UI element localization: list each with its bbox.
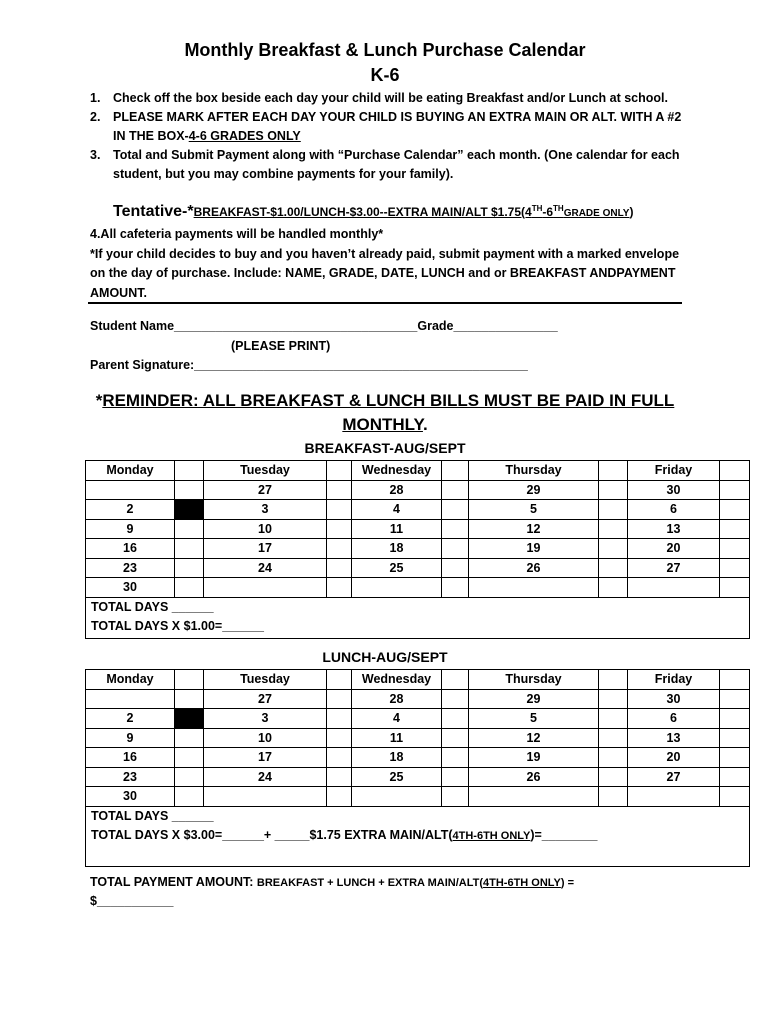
lunch-header-spacer xyxy=(720,670,750,690)
payment-notes xyxy=(90,225,690,303)
breakfast-date-friday xyxy=(628,578,720,598)
price-sup: TH xyxy=(553,204,564,213)
breakfast-checkbox[interactable] xyxy=(720,539,750,559)
breakfast-week-row xyxy=(86,539,750,559)
lunch-week-row xyxy=(86,787,750,807)
breakfast-header-spacer xyxy=(442,461,469,481)
instruction-number: 1. xyxy=(90,91,101,105)
lunch-week-row xyxy=(86,767,750,787)
lunch-checkbox[interactable] xyxy=(720,787,750,807)
price-sup: TH xyxy=(531,204,543,213)
lunch-checkbox[interactable] xyxy=(175,767,204,787)
breakfast-checkbox[interactable] xyxy=(175,558,204,578)
lunch-checkbox[interactable] xyxy=(599,767,628,787)
lunch-blocked-checkbox xyxy=(175,709,204,729)
breakfast-date-thursday: 26 xyxy=(469,558,599,578)
breakfast-date-friday: 30 xyxy=(628,480,720,500)
breakfast-header-spacer xyxy=(599,461,628,481)
breakfast-blocked-checkbox xyxy=(175,500,204,520)
breakfast-date-thursday: 19 xyxy=(469,539,599,559)
lunch-date-friday: 20 xyxy=(628,748,720,768)
price-mid: -6 xyxy=(542,205,554,219)
lunch-checkbox[interactable] xyxy=(327,709,352,729)
breakfast-date-monday: 23 xyxy=(86,558,175,578)
lunch-checkbox[interactable] xyxy=(599,728,628,748)
tentative-prices xyxy=(113,203,633,221)
breakfast-checkbox[interactable] xyxy=(599,539,628,559)
lunch-checkbox[interactable] xyxy=(599,748,628,768)
payment-detail: BREAKFAST + LUNCH + EXTRA MAIN/ALT( xyxy=(256,877,484,889)
lunch-date-tuesday: 3 xyxy=(204,709,327,729)
lunch-header-spacer xyxy=(442,670,469,690)
price-text: BREAKFAST-$1.00/LUNCH-$3.00--EXTRA MAIN/ALT $1.75(4 xyxy=(193,205,532,219)
instruction-text: PLEASE MARK AFTER EACH DAY YOUR CHILD IS BUYING AN EXTRA MAIN OR ALT. WITH A #2 IN THE BOX- xyxy=(113,110,682,143)
payment-label: TOTAL PAYMENT AMOUNT: xyxy=(90,875,257,889)
breakfast-date-monday: 30 xyxy=(86,578,175,598)
breakfast-checkbox[interactable] xyxy=(175,519,204,539)
lunch-checkbox[interactable] xyxy=(720,767,750,787)
breakfast-date-friday: 27 xyxy=(628,558,720,578)
breakfast-date-tuesday xyxy=(204,578,327,598)
lunch-date-monday: 23 xyxy=(86,767,175,787)
lunch-checkbox[interactable] xyxy=(442,767,469,787)
payment-amount-field[interactable]: $___________ xyxy=(90,894,174,908)
lunch-date-thursday xyxy=(469,787,599,807)
lunch-date-thursday: 26 xyxy=(469,767,599,787)
lunch-header-spacer xyxy=(175,670,204,690)
note-monthly: 4.All cafeteria payments will be handled monthly* xyxy=(90,227,384,241)
breakfast-header-thursday: Thursday xyxy=(469,461,599,481)
lunch-checkbox[interactable] xyxy=(442,689,469,709)
breakfast-total-days-field[interactable]: TOTAL DAYS ______ xyxy=(91,599,214,614)
breakfast-date-thursday: 12 xyxy=(469,519,599,539)
lunch-date-tuesday xyxy=(204,787,327,807)
lunch-header-spacer xyxy=(327,670,352,690)
lunch-checkbox[interactable] xyxy=(720,728,750,748)
breakfast-header-monday: Monday xyxy=(86,461,175,481)
breakfast-header-row xyxy=(86,461,750,481)
lunch-checkbox[interactable] xyxy=(599,689,628,709)
payment-detail-underlined: 4TH-6TH ONLY xyxy=(483,877,561,889)
breakfast-date-tuesday: 24 xyxy=(204,558,327,578)
price-close: ) xyxy=(629,205,634,219)
lunch-header-spacer xyxy=(599,670,628,690)
lunch-date-thursday: 29 xyxy=(469,689,599,709)
breakfast-checkbox[interactable] xyxy=(442,578,469,598)
tentative-label: Tentative-* xyxy=(113,203,194,220)
breakfast-checkbox[interactable] xyxy=(442,539,469,559)
section-divider xyxy=(88,302,682,304)
breakfast-date-thursday: 29 xyxy=(469,480,599,500)
lunch-date-wednesday: 18 xyxy=(352,748,442,768)
breakfast-date-monday: 16 xyxy=(86,539,175,559)
breakfast-checkbox[interactable] xyxy=(720,578,750,598)
payment-detail-end: ) = xyxy=(560,877,575,889)
reminder-text: REMINDER: ALL BREAKFAST & LUNCH BILLS MUST BE PAID IN FULL MONTHLY xyxy=(102,391,675,434)
price-end: GRADE ONLY xyxy=(563,208,630,219)
lunch-checkbox[interactable] xyxy=(175,728,204,748)
breakfast-week-row xyxy=(86,578,750,598)
lunch-caption: LUNCH-AUG/SEPT xyxy=(322,649,448,665)
lunch-checkbox[interactable] xyxy=(175,748,204,768)
lunch-date-friday: 27 xyxy=(628,767,720,787)
breakfast-week-row xyxy=(86,480,750,500)
lunch-checkbox[interactable] xyxy=(442,787,469,807)
lunch-checkbox[interactable] xyxy=(327,689,352,709)
lunch-date-tuesday: 27 xyxy=(204,689,327,709)
please-print-note: (PLEASE PRINT) xyxy=(231,339,331,353)
breakfast-checkbox[interactable] xyxy=(327,578,352,598)
breakfast-checkbox[interactable] xyxy=(599,578,628,598)
breakfast-week-row xyxy=(86,558,750,578)
breakfast-week-row xyxy=(86,500,750,520)
tentative-price-list xyxy=(194,205,630,219)
lunch-header-tuesday: Tuesday xyxy=(204,670,327,690)
breakfast-date-tuesday: 10 xyxy=(204,519,327,539)
breakfast-checkbox[interactable] xyxy=(720,480,750,500)
instruction-text: Total and Submit Payment along with “Purchase Calendar” each month. (One calendar for each student, but you may combine payments for your family). xyxy=(113,148,680,181)
lunch-total-days-field[interactable]: TOTAL DAYS ______ xyxy=(91,808,214,823)
lunch-header-friday: Friday xyxy=(628,670,720,690)
lunch-date-wednesday: 28 xyxy=(352,689,442,709)
breakfast-header-friday: Friday xyxy=(628,461,720,481)
lunch-checkbox[interactable] xyxy=(327,787,352,807)
lunch-header-monday: Monday xyxy=(86,670,175,690)
lunch-checkbox[interactable] xyxy=(327,748,352,768)
breakfast-date-friday: 6 xyxy=(628,500,720,520)
breakfast-checkbox[interactable] xyxy=(327,480,352,500)
instruction-number: 2. xyxy=(90,110,101,124)
instruction-item xyxy=(90,146,690,184)
breakfast-date-tuesday: 17 xyxy=(204,539,327,559)
lunch-checkbox[interactable] xyxy=(327,728,352,748)
lunch-checkbox[interactable] xyxy=(442,728,469,748)
lunch-header-row xyxy=(86,670,750,690)
note-envelope: *If your child decides to buy and you haven’t already paid, submit payment with a marked envelope on the day of purchase. Include: NAME, GRADE, DATE, LUNCH and or BREAKFAST ANDPAYMENT AMOUNT. xyxy=(90,246,680,300)
breakfast-totals-row xyxy=(86,597,750,638)
lunch-date-wednesday: 25 xyxy=(352,767,442,787)
lunch-week-row xyxy=(86,689,750,709)
breakfast-date-wednesday: 11 xyxy=(352,519,442,539)
breakfast-checkbox[interactable] xyxy=(720,558,750,578)
lunch-checkbox[interactable] xyxy=(720,709,750,729)
lunch-date-thursday: 19 xyxy=(469,748,599,768)
breakfast-date-monday: 9 xyxy=(86,519,175,539)
instruction-text: Check off the box beside each day your child will be eating Breakfast and/or Lunch at school. xyxy=(113,91,668,105)
lunch-date-tuesday: 24 xyxy=(204,767,327,787)
reminder-suffix: . xyxy=(422,415,428,434)
breakfast-week-row xyxy=(86,519,750,539)
breakfast-checkbox[interactable] xyxy=(327,519,352,539)
lunch-week-row xyxy=(86,709,750,729)
breakfast-date-thursday: 5 xyxy=(469,500,599,520)
breakfast-date-friday: 20 xyxy=(628,539,720,559)
breakfast-checkbox[interactable] xyxy=(442,500,469,520)
grade-range-subtitle: K-6 xyxy=(370,65,400,85)
instruction-underlined-text: 4-6 GRADES ONLY xyxy=(188,129,301,143)
breakfast-checkbox[interactable] xyxy=(599,500,628,520)
lunch-checkbox[interactable] xyxy=(327,767,352,787)
payment-reminder xyxy=(88,389,682,437)
lunch-checkbox[interactable] xyxy=(175,787,204,807)
breakfast-checkbox[interactable] xyxy=(327,558,352,578)
breakfast-date-friday: 13 xyxy=(628,519,720,539)
breakfast-checkbox[interactable] xyxy=(327,539,352,559)
breakfast-date-thursday xyxy=(469,578,599,598)
lunch-date-wednesday xyxy=(352,787,442,807)
breakfast-date-tuesday: 3 xyxy=(204,500,327,520)
lunch-date-tuesday: 10 xyxy=(204,728,327,748)
lunch-checkbox[interactable] xyxy=(442,709,469,729)
breakfast-header-spacer xyxy=(720,461,750,481)
breakfast-header-wednesday: Wednesday xyxy=(352,461,442,481)
lunch-date-tuesday: 17 xyxy=(204,748,327,768)
lunch-week-row xyxy=(86,748,750,768)
breakfast-checkbox[interactable] xyxy=(442,558,469,578)
breakfast-checkbox[interactable] xyxy=(175,480,204,500)
lunch-date-monday: 2 xyxy=(86,709,175,729)
total-payment-amount xyxy=(90,873,574,910)
breakfast-date-wednesday: 25 xyxy=(352,558,442,578)
lunch-date-monday: 30 xyxy=(86,787,175,807)
lunch-totals-row xyxy=(86,806,750,866)
breakfast-checkbox[interactable] xyxy=(175,539,204,559)
breakfast-header-spacer xyxy=(175,461,204,481)
lunch-date-friday xyxy=(628,787,720,807)
lunch-date-monday: 16 xyxy=(86,748,175,768)
breakfast-totals xyxy=(86,597,750,638)
lunch-week-row xyxy=(86,728,750,748)
parent-signature-field[interactable]: Parent Signature:________________________________________________ xyxy=(90,358,528,372)
lunch-calc-underlined: 4TH-6TH ONLY xyxy=(452,829,531,842)
lunch-total-calc-field[interactable] xyxy=(91,826,749,846)
breakfast-total-calc-field[interactable]: TOTAL DAYS X $1.00=______ xyxy=(91,618,264,633)
breakfast-date-wednesday: 28 xyxy=(352,480,442,500)
lunch-totals xyxy=(86,806,750,866)
breakfast-checkbox[interactable] xyxy=(599,519,628,539)
lunch-checkbox[interactable] xyxy=(442,748,469,768)
breakfast-checkbox[interactable] xyxy=(442,480,469,500)
lunch-checkbox[interactable] xyxy=(599,709,628,729)
lunch-calc-text: TOTAL DAYS X $3.00=______+ _____$1.75 EXTRA MAIN/ALT( xyxy=(91,827,453,842)
breakfast-date-monday xyxy=(86,480,175,500)
lunch-date-friday: 6 xyxy=(628,709,720,729)
lunch-header-wednesday: Wednesday xyxy=(352,670,442,690)
lunch-date-wednesday: 11 xyxy=(352,728,442,748)
lunch-date-monday xyxy=(86,689,175,709)
breakfast-date-wednesday: 18 xyxy=(352,539,442,559)
lunch-header-thursday: Thursday xyxy=(469,670,599,690)
lunch-checkbox[interactable] xyxy=(175,689,204,709)
lunch-date-wednesday: 4 xyxy=(352,709,442,729)
instruction-item xyxy=(90,108,690,146)
lunch-calendar xyxy=(85,669,750,867)
student-name-grade-field[interactable]: Student Name___________________________________Grade_______________ xyxy=(90,319,558,333)
lunch-date-thursday: 12 xyxy=(469,728,599,748)
lunch-checkbox[interactable] xyxy=(720,748,750,768)
breakfast-date-wednesday: 4 xyxy=(352,500,442,520)
lunch-checkbox[interactable] xyxy=(720,689,750,709)
page-title: Monthly Breakfast & Lunch Purchase Calendar xyxy=(184,40,586,60)
breakfast-date-wednesday xyxy=(352,578,442,598)
breakfast-checkbox[interactable] xyxy=(720,500,750,520)
breakfast-date-monday: 2 xyxy=(86,500,175,520)
lunch-calc-end: )=________ xyxy=(530,827,598,842)
breakfast-checkbox[interactable] xyxy=(175,578,204,598)
breakfast-date-tuesday: 27 xyxy=(204,480,327,500)
breakfast-checkbox[interactable] xyxy=(327,500,352,520)
lunch-date-monday: 9 xyxy=(86,728,175,748)
lunch-checkbox[interactable] xyxy=(599,787,628,807)
lunch-date-friday: 30 xyxy=(628,689,720,709)
breakfast-caption: BREAKFAST-AUG/SEPT xyxy=(304,440,466,456)
instruction-number: 3. xyxy=(90,148,101,162)
reminder-prefix: * xyxy=(95,391,103,410)
breakfast-checkbox[interactable] xyxy=(720,519,750,539)
breakfast-checkbox[interactable] xyxy=(442,519,469,539)
breakfast-header-spacer xyxy=(327,461,352,481)
lunch-date-friday: 13 xyxy=(628,728,720,748)
breakfast-checkbox[interactable] xyxy=(599,558,628,578)
breakfast-checkbox[interactable] xyxy=(599,480,628,500)
breakfast-header-tuesday: Tuesday xyxy=(204,461,327,481)
instruction-item xyxy=(90,89,690,108)
lunch-date-thursday: 5 xyxy=(469,709,599,729)
breakfast-calendar xyxy=(85,460,750,639)
payment-formula xyxy=(90,873,574,892)
instructions-list xyxy=(90,89,690,184)
